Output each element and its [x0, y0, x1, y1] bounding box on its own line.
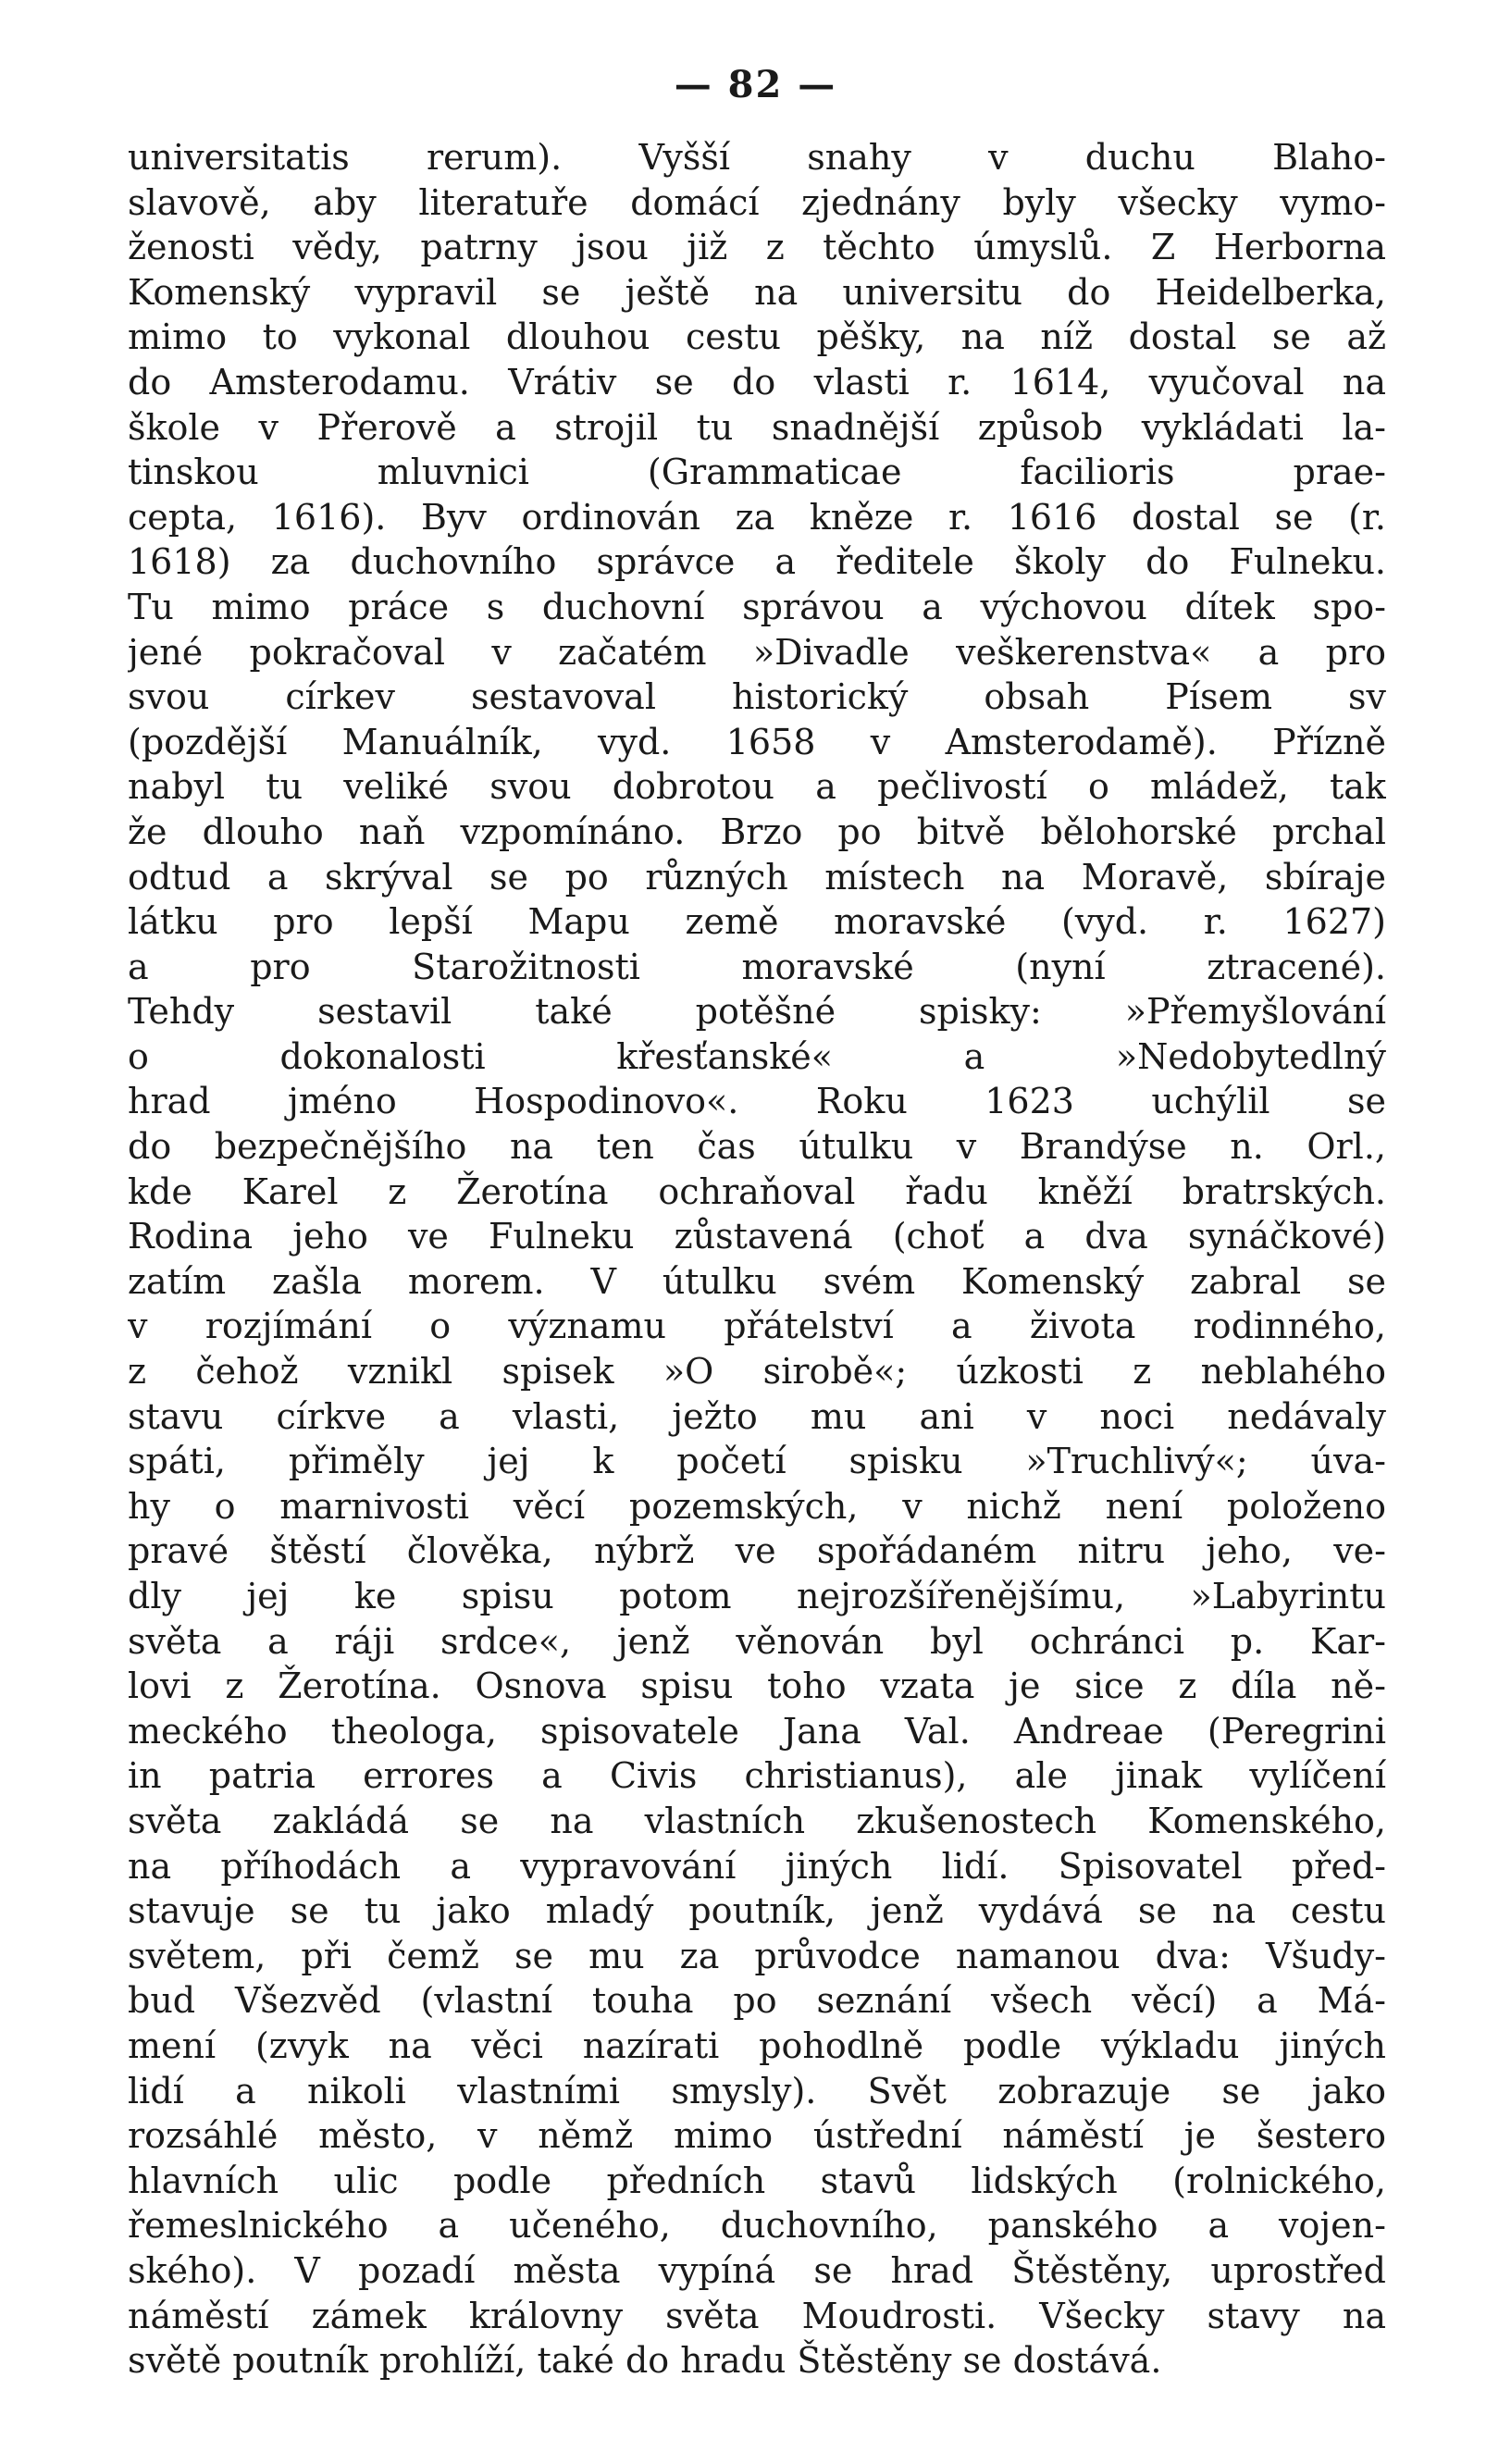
text-line: náměstí zámek královny světa Moudrosti. Všecky stavy na [128, 2295, 1386, 2336]
text-line: hy o marnivosti věcí pozemských, v nichž není položeno [128, 1485, 1386, 1527]
text-line: (pozdější Manuálník, vyd. 1658 v Amsterodamě). Přízně [128, 721, 1386, 762]
text-line: svou církev sestavoval historický obsah Písem sv [128, 676, 1386, 718]
text-line: látku pro lepší Mapu země moravské (vyd. r. 1627) [128, 901, 1386, 943]
text-line: stavuje se tu jako mladý poutník, jenž vydává se na cestu [128, 1890, 1386, 1932]
text-line: tinskou mluvnici (Grammaticae facilioris prae- [128, 452, 1386, 493]
text-line: řemeslnického a učeného, duchovního, panského a vojen- [128, 2205, 1386, 2247]
text-line: do bezpečnějšího na ten čas útulku v Brandýse n. Orl., [128, 1126, 1386, 1168]
text-line: o dokonalosti křesťanské« a »Nedobytedlný [128, 1035, 1386, 1077]
text-line: spáti, přiměly jej k početí spisku »Truchlivý«; úva- [128, 1441, 1386, 1482]
text-line: ského). V pozadí města vypíná se hrad Štěstěny, uprostřed [128, 2249, 1386, 2291]
text-line: na příhodách a vypravování jiných lidí. Spisovatel před- [128, 1845, 1386, 1887]
text-line: Komenský vypravil se ještě na universitu do Heidelberka, [128, 271, 1386, 313]
text-line: lovi z Žerotína. Osnova spisu toho vzata je sice z díla ně- [128, 1665, 1386, 1707]
text-line: z čehož vznikl spisek »O sirobě«; úzkosti z neblahého [128, 1351, 1386, 1393]
text-line: škole v Přerově a strojil tu snadnější způsob vykládati la- [128, 406, 1386, 448]
text-line: bud Všezvěd (vlastní touha po seznání všech věcí) a Má- [128, 1980, 1386, 2022]
text-line: dly jej ke spisu potom nejrozšířenějšímu, »Labyrintu [128, 1576, 1386, 1616]
text-line: Rodina jeho ve Fulneku zůstavená (choť a dva synáčkové) [128, 1216, 1386, 1257]
text-line: do Amsterodamu. Vrátiv se do vlasti r. 1614, vyučoval na [128, 361, 1386, 402]
text-line: že dlouho naň vzpomínáno. Brzo po bitvě bělohorské prchal [128, 811, 1386, 852]
text-line: světě poutník prohlíží, také do hradu Štěstěny se dostává. [128, 2340, 1162, 2382]
text-line: Tehdy sestavil také potěšné spisky: »Přemyšlování [128, 991, 1386, 1033]
text-line: meckého theologa, spisovatele Jana Val. Andreae (Peregrini [128, 1710, 1386, 1752]
page-number: — 82 — [674, 63, 837, 106]
text-line: kde Karel z Žerotína ochraňoval řadu kněží bratrských. [128, 1170, 1386, 1212]
text-line: universitatis rerum). Vyšší snahy v duchu Blaho- [128, 137, 1386, 178]
text-line: světem, při čemž se mu za průvodce namanou dva: Všudy- [128, 1935, 1386, 1976]
text-line: Tu mimo práce s duchovní správou a výchovou dítek spo- [128, 586, 1386, 627]
text-line: 1618) za duchovního správce a ředitele školy do Fulneku. [128, 541, 1386, 583]
text-line: světa zakládá se na vlastních zkušenostech Komenského, [128, 1800, 1386, 1841]
text-line: pravé štěstí člověka, nýbrž ve spořádaném nitru jeho, ve- [128, 1530, 1386, 1572]
text-line: a pro Starožitnosti moravské (nyní ztracené). [128, 946, 1386, 987]
text-line: slavově, aby literatuře domácí zjednány byly všecky vymo- [128, 181, 1386, 223]
body-text [128, 135, 1386, 2384]
text-line: ženosti vědy, patrny jsou již z těchto úmyslů. Z Herborna [128, 227, 1386, 268]
text-line: mimo to vykonal dlouhou cestu pěšky, na níž dostal se až [128, 316, 1386, 358]
text-line: stavu církve a vlasti, ježto mu ani v noci nedávaly [128, 1395, 1386, 1437]
text-line: mení (zvyk na věci nazírati pohodlně podle výkladu jiných [128, 2024, 1386, 2066]
text-line: hrad jméno Hospodinovo«. Roku 1623 uchýlil se [128, 1081, 1386, 1122]
text-line: hlavních ulic podle předních stavů lidských (rolnického, [128, 2160, 1386, 2201]
text-line: jené pokračoval v začatém »Divadle veškerenstva« a pro [128, 631, 1386, 673]
text-line: nabyl tu veliké svou dobrotou a pečlivostí o mládež, tak [128, 766, 1386, 808]
text-line: in patria errores a Civis christianus), ale jinak vylíčení [128, 1755, 1386, 1797]
text-line: světa a ráji srdce«, jenž věnován byl ochránci p. Kar- [128, 1620, 1386, 1662]
text-line: v rozjímání o významu přátelství a života rodinného, [128, 1306, 1386, 1347]
text-line: cepta, 1616). Byv ordinován za kněze r. 1616 dostal se (r. [128, 496, 1386, 538]
text-line: odtud a skrýval se po různých místech na Moravě, sbíraje [128, 856, 1386, 898]
text-line: rozsáhlé město, v němž mimo ústřední náměstí je šestero [128, 2115, 1386, 2157]
text-line: lidí a nikoli vlastními smysly). Svět zobrazuje se jako [128, 2070, 1386, 2111]
text-line: zatím zašla morem. V útulku svém Komenský zabral se [128, 1260, 1386, 1302]
